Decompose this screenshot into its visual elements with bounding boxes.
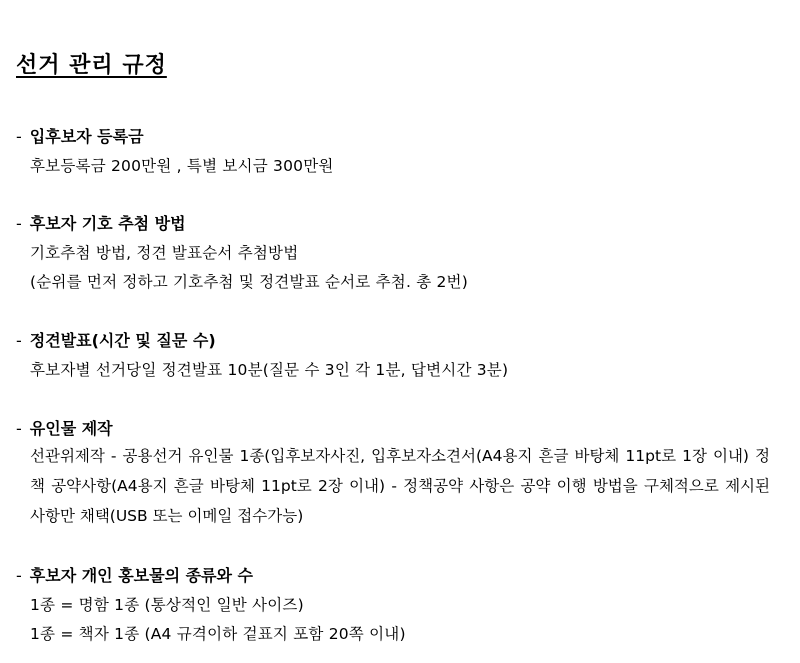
- number-draw-line-2: (순위를 먼저 정하고 기호추첨 및 정견발표 순서로 추첨. 총 2번): [30, 273, 468, 291]
- printed-material-paragraph: 선관위제작 - 공용선거 유인물 1종(입후보자사진, 입후보자소견서(A4용지 흔글 바탕체 11pt로 1장 이내) 정책 공약사항(A4용지 흔글 바탕체 11pt로 2장 이내) - 정책공약 사항은 공약 이행 방법을 구체적으로 제시된 사항만 채택(USB 또는 이메일 접수가능): [30, 447, 770, 525]
- section-dash: -: [16, 127, 22, 146]
- personal-promo-line-1: 1종 = 명함 1종 (통상적인 일반 사이즈): [30, 596, 304, 614]
- section-heading-text: 유인물 제작: [29, 419, 113, 438]
- policy-speech-line: 후보자별 선거당일 정견발표 10분(질문 수 3인 각 1분, 답변시간 3분): [30, 361, 509, 379]
- section-heading-text: 후보자 개인 홍보물의 종류와 수: [29, 566, 253, 585]
- registration-fee-line: 후보등록금 200만원 , 특별 보시금 300만원: [30, 157, 334, 175]
- section-heading-printed-material: [16, 416, 113, 439]
- section-heading-text: 후보자 기호 추첨 방법: [29, 214, 186, 233]
- personal-promo-line-2: 1종 = 책자 1종 (A4 규격이하 겉표지 포함 20쪽 이내): [30, 625, 406, 643]
- number-draw-line-1: 기호추첨 방법, 정견 발표순서 추첨방법: [30, 244, 299, 262]
- section-heading-policy-speech: [16, 328, 216, 351]
- section-dash: -: [16, 566, 22, 585]
- section-heading-registration-fee: [16, 124, 144, 147]
- section-heading-text: 정견발표(시간 및 질문 수): [29, 331, 216, 350]
- section-heading-text: 입후보자 등록금: [29, 127, 144, 146]
- section-heading-personal-promo: [16, 563, 253, 586]
- section-dash: -: [16, 419, 22, 438]
- section-heading-number-draw: [16, 211, 186, 234]
- section-dash: -: [16, 214, 22, 233]
- section-dash: -: [16, 331, 22, 350]
- document-title: 선거 관리 규정: [16, 53, 167, 78]
